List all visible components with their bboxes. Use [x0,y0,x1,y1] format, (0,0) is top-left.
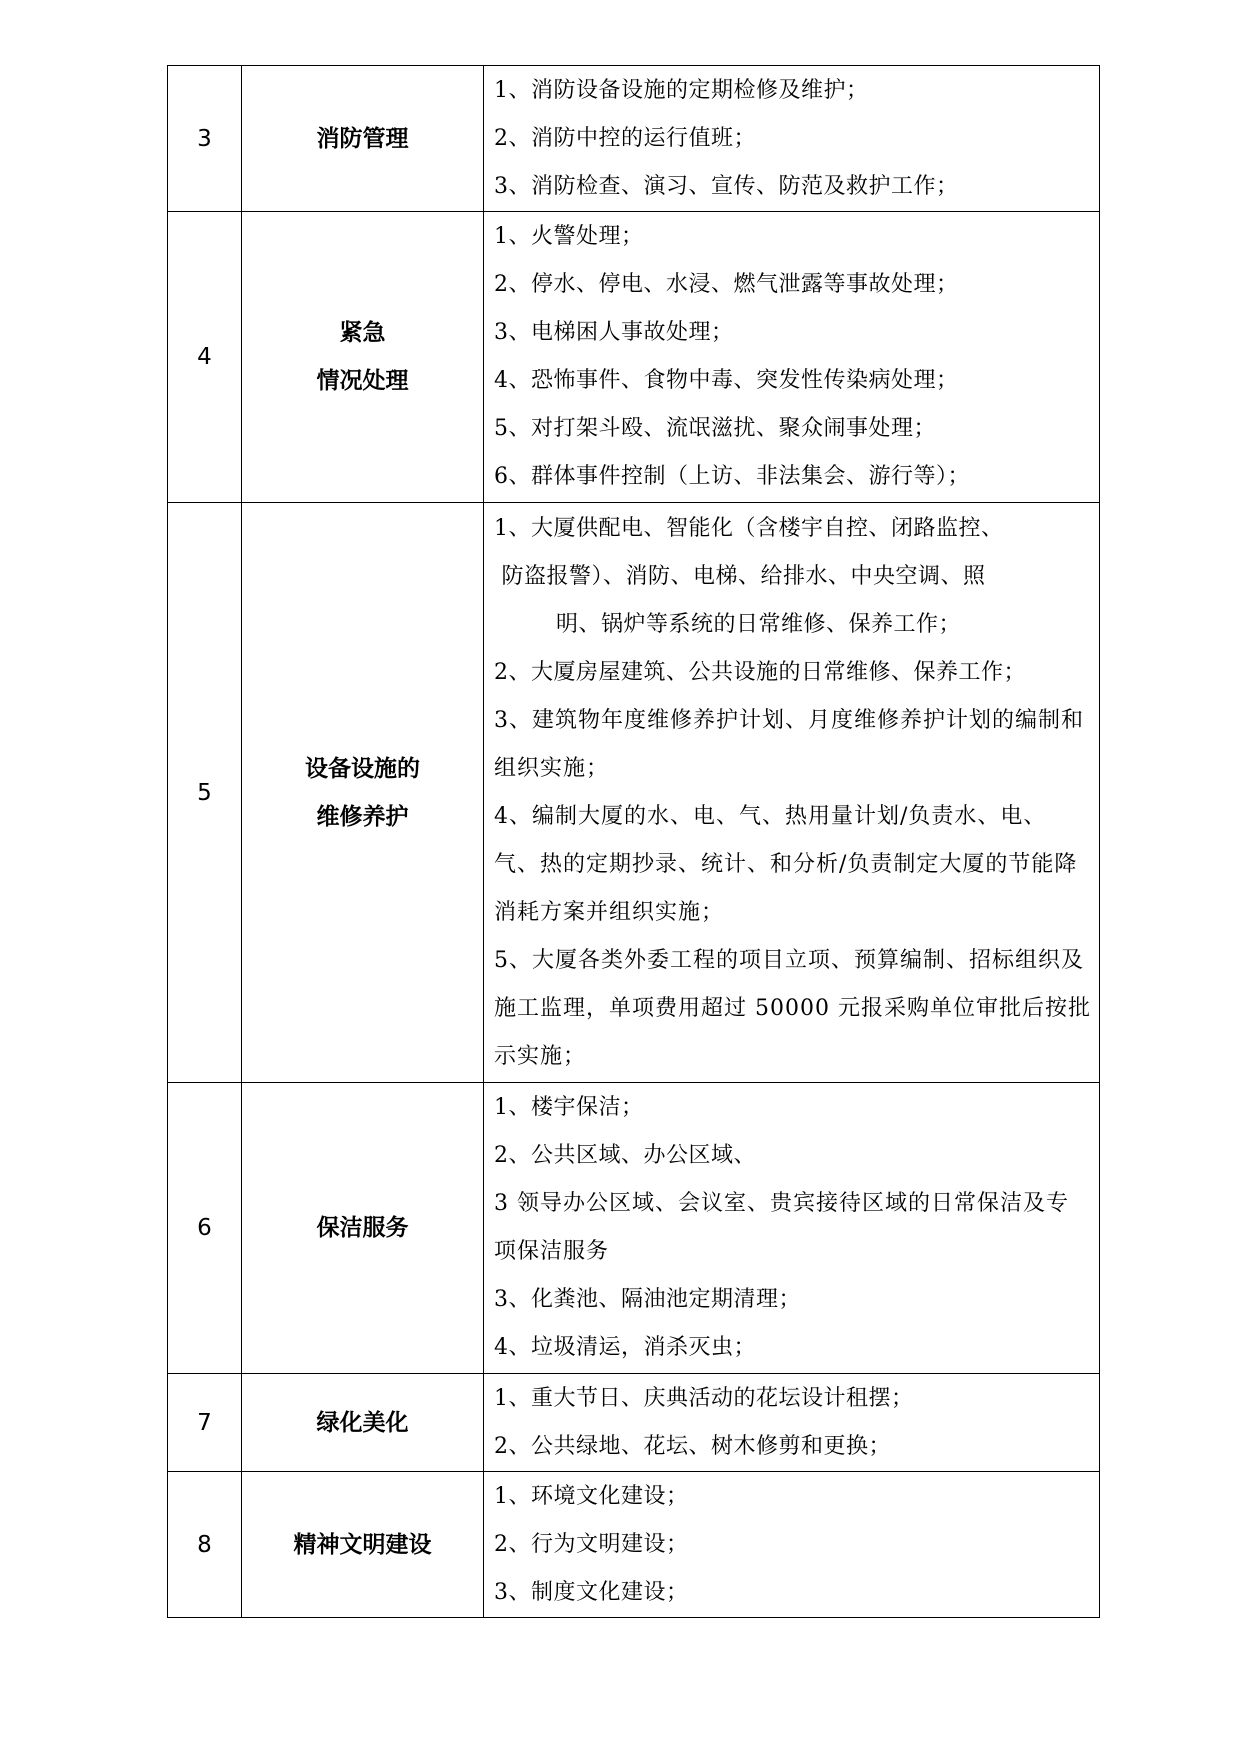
content-line: 2、公共区域、办公区域、 [494,1143,756,1168]
service-duty-table [167,65,1100,1618]
table-row [168,1083,1100,1374]
service-content [484,1472,1100,1618]
content-line: 4、恐怖事件、食物中毒、突发性传染病处理； [494,368,959,393]
service-name [242,1374,484,1472]
content-line: 防盗报警）、消防、电梯、给排水、中央空调、照 [494,563,986,589]
content-line: 1、大厦供配电、智能化（含楼宇自控、闭路监控、 [494,515,1004,541]
row-number: 4 [168,212,242,503]
service-content [484,1374,1100,1472]
service-name-line: 保洁服务 [316,1215,409,1241]
table-row [168,1472,1100,1618]
row-number: 5 [168,503,242,1083]
service-name-line: 精神文明建设 [293,1531,432,1558]
service-name [242,1083,484,1374]
content-line: 2、停水、停电、水浸、燃气泄露等事故处理； [494,272,959,297]
content-line: 2、行为文明建设； [494,1531,689,1557]
content-line: 3、建筑物年度维修养护计划、月度维修养护计划的编制和组织实施； [494,707,1084,781]
content-line: 4、编制大厦的水、电、气、热用量计划/负责水、电、气、热的定期抄录、统计、和分析/负责制定大厦的节能降消耗方案并组织实施； [494,803,1078,925]
table-row [168,66,1100,212]
content-line: 4、垃圾清运，消杀灭虫； [494,1335,756,1360]
service-content [484,503,1100,1083]
content-line: 3、化粪池、隔油池定期清理； [494,1287,801,1312]
service-content [484,1083,1100,1374]
row-number: 6 [168,1083,242,1374]
content-line: 6、群体事件控制（上访、非法集会、游行等）； [494,464,970,489]
service-name-line: 维修养护 [316,803,409,830]
service-name-line: 消防管理 [316,125,409,152]
table-row [168,503,1100,1083]
content-line: 1、楼宇保洁； [494,1095,644,1120]
content-line: 2、大厦房屋建筑、公共设施的日常维修、保养工作； [494,659,1026,685]
service-name [242,503,484,1083]
content-line: 5、大厦各类外委工程的项目立项、预算编制、招标组织及施工监理，单项费用超过 50000 元报采购单位审批后按批示实施； [494,947,1091,1069]
service-name-line: 紧急 [339,320,386,346]
content-line: 2、消防中控的运行值班； [494,125,756,151]
content-line: 3 领导办公区域、会议室、贵宾接待区域的日常保洁及专项保洁服务 [494,1191,1069,1264]
content-line: 1、环境文化建设； [494,1483,689,1509]
content-line: 2、公共绿地、花坛、树木修剪和更换； [494,1433,891,1459]
content-line: 3、消防检查、演习、宣传、防范及救护工作； [494,173,959,199]
service-content [484,212,1100,503]
service-content [484,66,1100,212]
content-line: 3、电梯困人事故处理； [494,320,734,345]
service-name-line: 绿化美化 [316,1409,409,1436]
content-line: 1、火警处理； [494,224,644,249]
row-number: 3 [168,66,242,212]
service-name [242,1472,484,1618]
content-line: 1、消防设备设施的定期检修及维护； [494,77,869,103]
content-line: 5、对打架斗殴、流氓滋扰、聚众闹事处理； [494,416,936,441]
content-line: 明、锅炉等系统的日常维修、保养工作； [556,611,962,637]
row-number: 8 [168,1472,242,1618]
service-name-line: 情况处理 [316,368,409,394]
table-row [168,212,1100,503]
service-name [242,66,484,212]
content-line: 1、重大节日、庆典活动的花坛设计租摆； [494,1385,914,1411]
table-row [168,1374,1100,1472]
content-line: 3、制度文化建设； [494,1579,689,1605]
row-number: 7 [168,1374,242,1472]
service-name-line: 设备设施的 [305,755,420,782]
service-name [242,212,484,503]
